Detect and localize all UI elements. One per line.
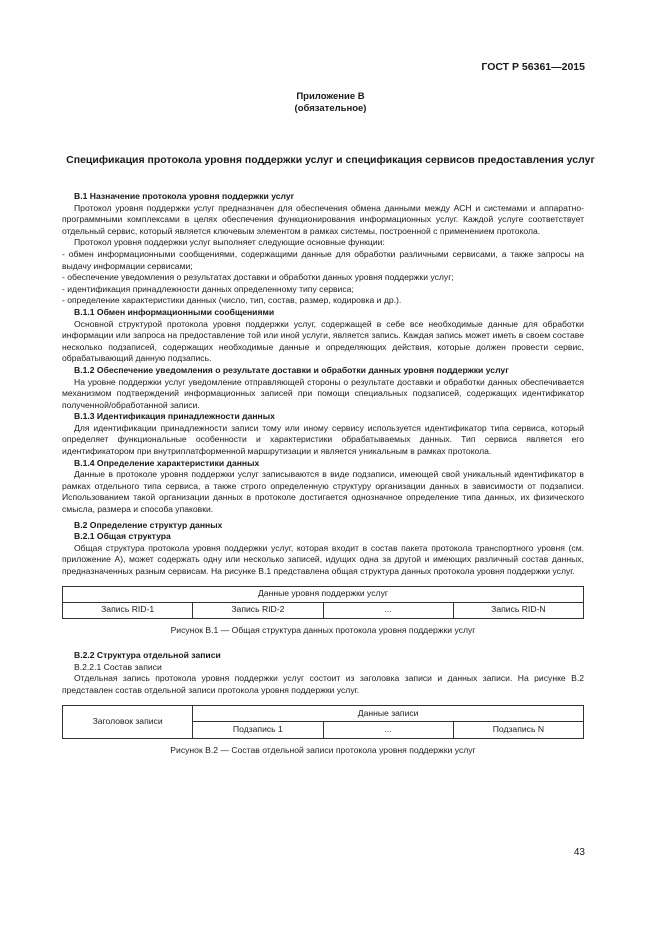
section-b2-heading: В.2 Определение структур данных <box>74 519 223 530</box>
figure-b1-cell: ... <box>323 602 453 618</box>
figure-b2-cell: Подзапись N <box>453 722 583 739</box>
figure-b2-caption: Рисунок В.2 — Состав отдельной записи протокола уровня поддержки услуг <box>170 744 476 755</box>
b11-text: Основной структурой протокола уровня поддержки услуг, содержащей в себе все необходимые данные для обработки информации или запроса на предоставление той или иной услуги, является запись. Каждая запись может иметь в своем составе несколько подзаписей, содержащих необходимые данные и определяющих действия, которые должен провести сервис, обрабатывающий данную подзапись. <box>62 318 584 364</box>
figure-b1-cell: Запись RID-1 <box>63 602 193 618</box>
b1-paragraph-1: Протокол уровня поддержки услуг предназначен для обеспечения обмена данными между АСН и системами и аппаратно-программными комплексами в целях обеспечения функционирования информационных услуг. Каждой услуге соответствует отдельный сервис, который является ключевым элементом в рамках системы, построенной с применением протокола. <box>62 202 584 236</box>
figure-b2-table <box>62 705 584 739</box>
figure-b2-cell: ... <box>323 722 453 739</box>
figure-b1-table <box>62 586 584 619</box>
b13-text: Для идентификации принадлежности записи тому или иному сервису используется идентификатор типа сервиса, который определяет функциональные особенности и характеристики обрабатываемых данных. Тип сервиса является его идентификатором при внутриплатформенной маршрутизации и является уникальным в рамках протокола. <box>62 422 584 457</box>
b1-list-item: - определение характеристики данных (число, тип, состав, размер, кодировка и др.). <box>62 295 402 306</box>
section-b1-heading: В.1 Назначение протокола уровня поддержки услуг <box>74 191 295 201</box>
b1-list-item: - обмен информационными сообщениями, содержащими данные для обработки различными сервисами, а также запросы на выдачу информации сервисами; <box>62 248 584 271</box>
annex-title: Приложение В <box>296 91 365 102</box>
figure-b2-record-header: Заголовок записи <box>63 705 193 738</box>
b12-text: На уровне поддержки услуг уведомление отправляющей стороны о результате доставки и обработки данных обеспечивается механизмом подтверждений информационных записей при помощи специальных подзаписей, содержащих идентификатор полученной/обработанной записи. <box>62 376 584 410</box>
b14-text: Данные в протоколе уровня поддержки услуг записываются в виде подзаписи, имеющей свой уникальный идентификатор в рамках отдельного типа сервиса, а также строго определенную структуру организации данных в зависимости от подзаписи. Использованием такой организации данных в протоколе достигается однозначное определение типа данных, их физического смысла, размера и способа упаковки. <box>62 469 584 515</box>
section-b11-heading: В.1.1 Обмен информационными сообщениями <box>74 306 275 317</box>
document-body <box>62 191 584 756</box>
figure-b1-cell: Запись RID-N <box>453 602 583 618</box>
section-b12-heading: В.1.2 Обеспечение уведомления о результате доставки и обработки данных уровня поддержки услуг <box>74 364 509 375</box>
main-title: Спецификация протокола уровня поддержки услуг и спецификация сервисов предоставления услуг <box>66 154 595 166</box>
b1-list-item: - обеспечение уведомления о результатах доставки и обработки данных уровня поддержки услуг; <box>62 272 454 283</box>
annex-status: (обязательное) <box>294 103 367 114</box>
section-b14-heading: В.1.4 Определение характеристики данных <box>74 457 260 468</box>
standard-number: ГОСТ Р 56361—2015 <box>481 61 585 73</box>
section-b21-heading: В.2.1 Общая структура <box>74 531 171 542</box>
page-number: 43 <box>573 847 585 858</box>
b21-text: Общая структура протокола уровня поддержки услуг, которая входит в состав пакета протокола транспортного уровня (см. приложение А), может содержать одну или несколько записей, идущих одна за другой и имеющих различный состав данных, предназначенных разным сервисам. На рисунке В.1 представлена общая структура данных протокола уровня поддержки услуг. <box>62 542 584 576</box>
b1-list-item: - идентификация принадлежности данных определенному типу сервиса; <box>62 283 354 294</box>
figure-b2-cell: Подзапись 1 <box>193 722 323 739</box>
section-b22-heading: В.2.2 Структура отдельной записи <box>74 650 221 661</box>
section-b221-heading: В.2.2.1 Состав записи <box>74 661 162 672</box>
figure-b1-header: Данные уровня поддержки услуг <box>63 586 584 602</box>
figure-b1-caption: Рисунок В.1 — Общая структура данных протокола уровня поддержки услуг <box>170 624 476 635</box>
figure-b2-header: Данные записи <box>193 705 584 722</box>
b221-text: Отдельная запись протокола уровня поддержки услуг состоит из заголовка записи и данных записи. На рисунке В.2 представлен состав отдельной записи протокола уровня поддержки услуг. <box>62 673 584 695</box>
section-b13-heading: В.1.3 Идентификация принадлежности данных <box>74 411 275 422</box>
figure-b1-cell: Запись RID-2 <box>193 602 323 618</box>
b1-paragraph-2: Протокол уровня поддержки услуг выполняет следующие основные функции: <box>74 237 385 248</box>
